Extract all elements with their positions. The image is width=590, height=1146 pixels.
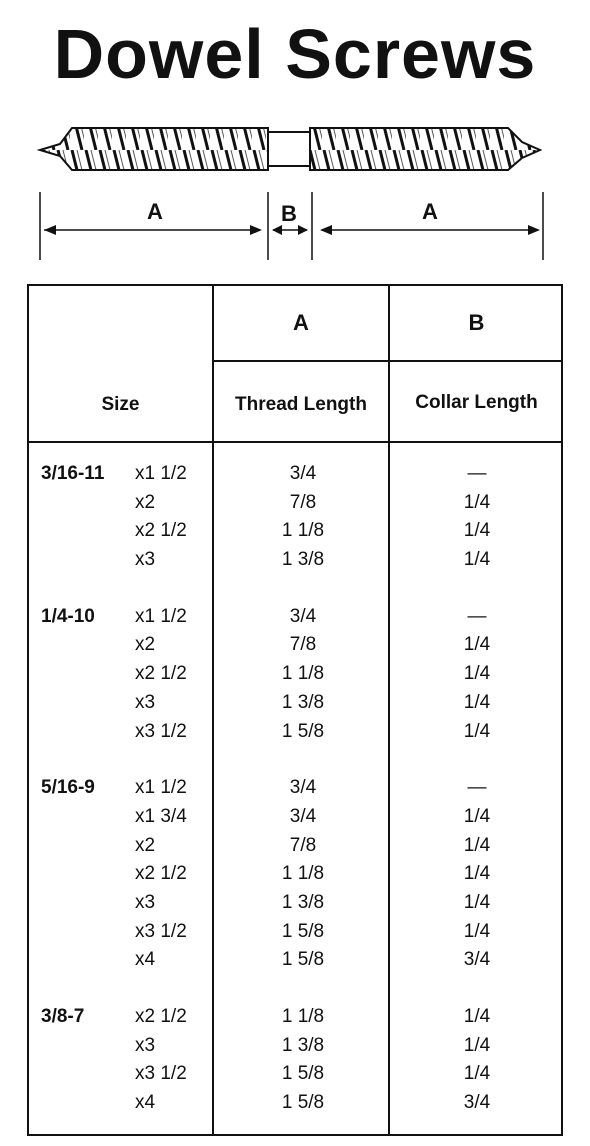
thread-length-cell: 3/4 xyxy=(289,463,317,484)
screw-length-cell: x1 3/4 xyxy=(135,805,187,827)
screw-length-cell: x1 1/2 xyxy=(135,605,187,627)
column-header-collar-length: Collar Length xyxy=(415,392,538,413)
thread-length-cell: 3/4 xyxy=(289,777,317,799)
screw-length-cell: x2 1/2 xyxy=(135,663,187,685)
collar-length-cell: 1/4 xyxy=(463,891,491,913)
column-header-thread-length: Thread Length xyxy=(235,394,367,415)
table-row xyxy=(29,603,561,632)
table-row xyxy=(29,489,561,518)
screw-length-cell: x4 xyxy=(135,949,156,971)
collar-length-cell: 1/4 xyxy=(463,805,491,827)
table-row xyxy=(29,517,561,546)
thread-length-cell: 1 1/8 xyxy=(281,520,325,542)
table-row xyxy=(29,946,561,975)
size-group xyxy=(29,774,561,975)
screw-length-cell: x3 1/2 xyxy=(135,1063,187,1085)
thread-length-cell: 1 3/8 xyxy=(281,549,325,571)
thread-length-cell: 1 3/8 xyxy=(281,691,325,713)
column-header-b-letter: B xyxy=(468,310,485,335)
collar-length-cell: 3/4 xyxy=(463,949,491,971)
table-row xyxy=(29,718,561,747)
thread-length-cell: 1 1/8 xyxy=(281,863,325,885)
table-row xyxy=(29,689,561,718)
collar-length-cell: 1/4 xyxy=(463,549,491,571)
thread-length-cell: 7/8 xyxy=(289,634,317,656)
table-row xyxy=(29,631,561,660)
dowel-screw-diagram xyxy=(0,110,590,270)
column-header-size: Size xyxy=(101,394,140,415)
table-row xyxy=(29,1089,561,1118)
screw-length-cell: x2 1/2 xyxy=(135,520,187,542)
table-body xyxy=(29,460,561,1146)
thread-length-cell: 1 5/8 xyxy=(281,1063,325,1085)
screw-length-cell: x3 xyxy=(135,891,156,913)
screw-length-cell: x3 1/2 xyxy=(135,920,187,942)
dimension-label-b: B xyxy=(281,201,297,226)
thread-length-cell: 1 3/8 xyxy=(281,891,325,913)
collar-length-cell: 1/4 xyxy=(463,520,491,542)
collar-length-cell: — xyxy=(467,777,487,799)
thread-length-cell: 1 1/8 xyxy=(281,663,325,685)
collar-length-cell: 1/4 xyxy=(463,920,491,942)
screw-length-cell: x1 1/2 xyxy=(135,777,187,799)
size-group xyxy=(29,460,561,575)
table-row xyxy=(29,803,561,832)
collar-length-cell: 1/4 xyxy=(463,1034,491,1056)
table-row xyxy=(29,918,561,947)
size-group xyxy=(29,603,561,746)
thread-length-cell: 3/4 xyxy=(289,805,317,827)
size-label: 5/16-9 xyxy=(41,777,95,799)
table-row xyxy=(29,1003,561,1032)
table-row xyxy=(29,774,561,803)
thread-length-cell: 1 5/8 xyxy=(281,720,325,742)
collar-length-cell: 1/4 xyxy=(463,1063,491,1085)
table-row xyxy=(29,460,561,489)
column-header-a-letter: A xyxy=(293,310,309,335)
thread-length-cell: 3/4 xyxy=(289,605,317,627)
collar-length-cell: 1/4 xyxy=(463,1006,491,1027)
collar-length-cell: 1/4 xyxy=(463,663,491,685)
collar-length-cell: 1/4 xyxy=(463,491,491,513)
size-label: 3/16-11 xyxy=(41,463,105,484)
dowel-screw-illustration xyxy=(0,110,590,270)
collar-length-cell: 1/4 xyxy=(463,863,491,885)
screw-length-cell: x2 1/2 xyxy=(135,1006,187,1027)
dimension-label-a-left: A xyxy=(147,199,163,224)
thread-length-cell: 7/8 xyxy=(289,834,317,856)
collar-length-cell: 3/4 xyxy=(463,1092,491,1114)
collar-length-cell: 1/4 xyxy=(463,691,491,713)
thread-length-cell: 1 5/8 xyxy=(281,1092,325,1114)
collar-length-cell: 1/4 xyxy=(463,720,491,742)
table-row xyxy=(29,832,561,861)
screw-length-cell: x3 xyxy=(135,691,156,713)
thread-length-cell: 1 3/8 xyxy=(281,1034,325,1056)
size-group xyxy=(29,1003,561,1118)
collar-length-cell: — xyxy=(467,605,487,627)
header-divider xyxy=(213,360,561,362)
table-row xyxy=(29,860,561,889)
dowel-screw-table xyxy=(27,284,563,1136)
screw-length-cell: x2 1/2 xyxy=(135,863,187,885)
collar-length-cell: 1/4 xyxy=(463,634,491,656)
screw-length-cell: x3 xyxy=(135,549,156,571)
dimension-label-a-right: A xyxy=(422,199,438,224)
collar-length-cell: — xyxy=(467,463,487,484)
size-label: 1/4-10 xyxy=(41,605,95,627)
screw-length-cell: x3 xyxy=(135,1034,156,1056)
thread-length-cell: 1 5/8 xyxy=(281,949,325,971)
screw-length-cell: x3 1/2 xyxy=(135,720,187,742)
screw-length-cell: x2 xyxy=(135,634,156,656)
collar-length-cell: 1/4 xyxy=(463,834,491,856)
screw-length-cell: x4 xyxy=(135,1092,156,1114)
table-row xyxy=(29,660,561,689)
thread-length-cell: 7/8 xyxy=(289,491,317,513)
thread-length-cell: 1 1/8 xyxy=(281,1006,325,1027)
page-title: Dowel Screws xyxy=(53,15,537,93)
screw-length-cell: x2 xyxy=(135,491,156,513)
size-label: 3/8-7 xyxy=(41,1006,85,1027)
screw-length-cell: x2 xyxy=(135,834,156,856)
table-row xyxy=(29,1060,561,1089)
screw-length-cell: x1 1/2 xyxy=(135,463,187,484)
table-row xyxy=(29,889,561,918)
header-bottom-rule xyxy=(29,441,561,443)
thread-length-cell: 1 5/8 xyxy=(281,920,325,942)
table-row xyxy=(29,546,561,575)
table-row xyxy=(29,1032,561,1061)
